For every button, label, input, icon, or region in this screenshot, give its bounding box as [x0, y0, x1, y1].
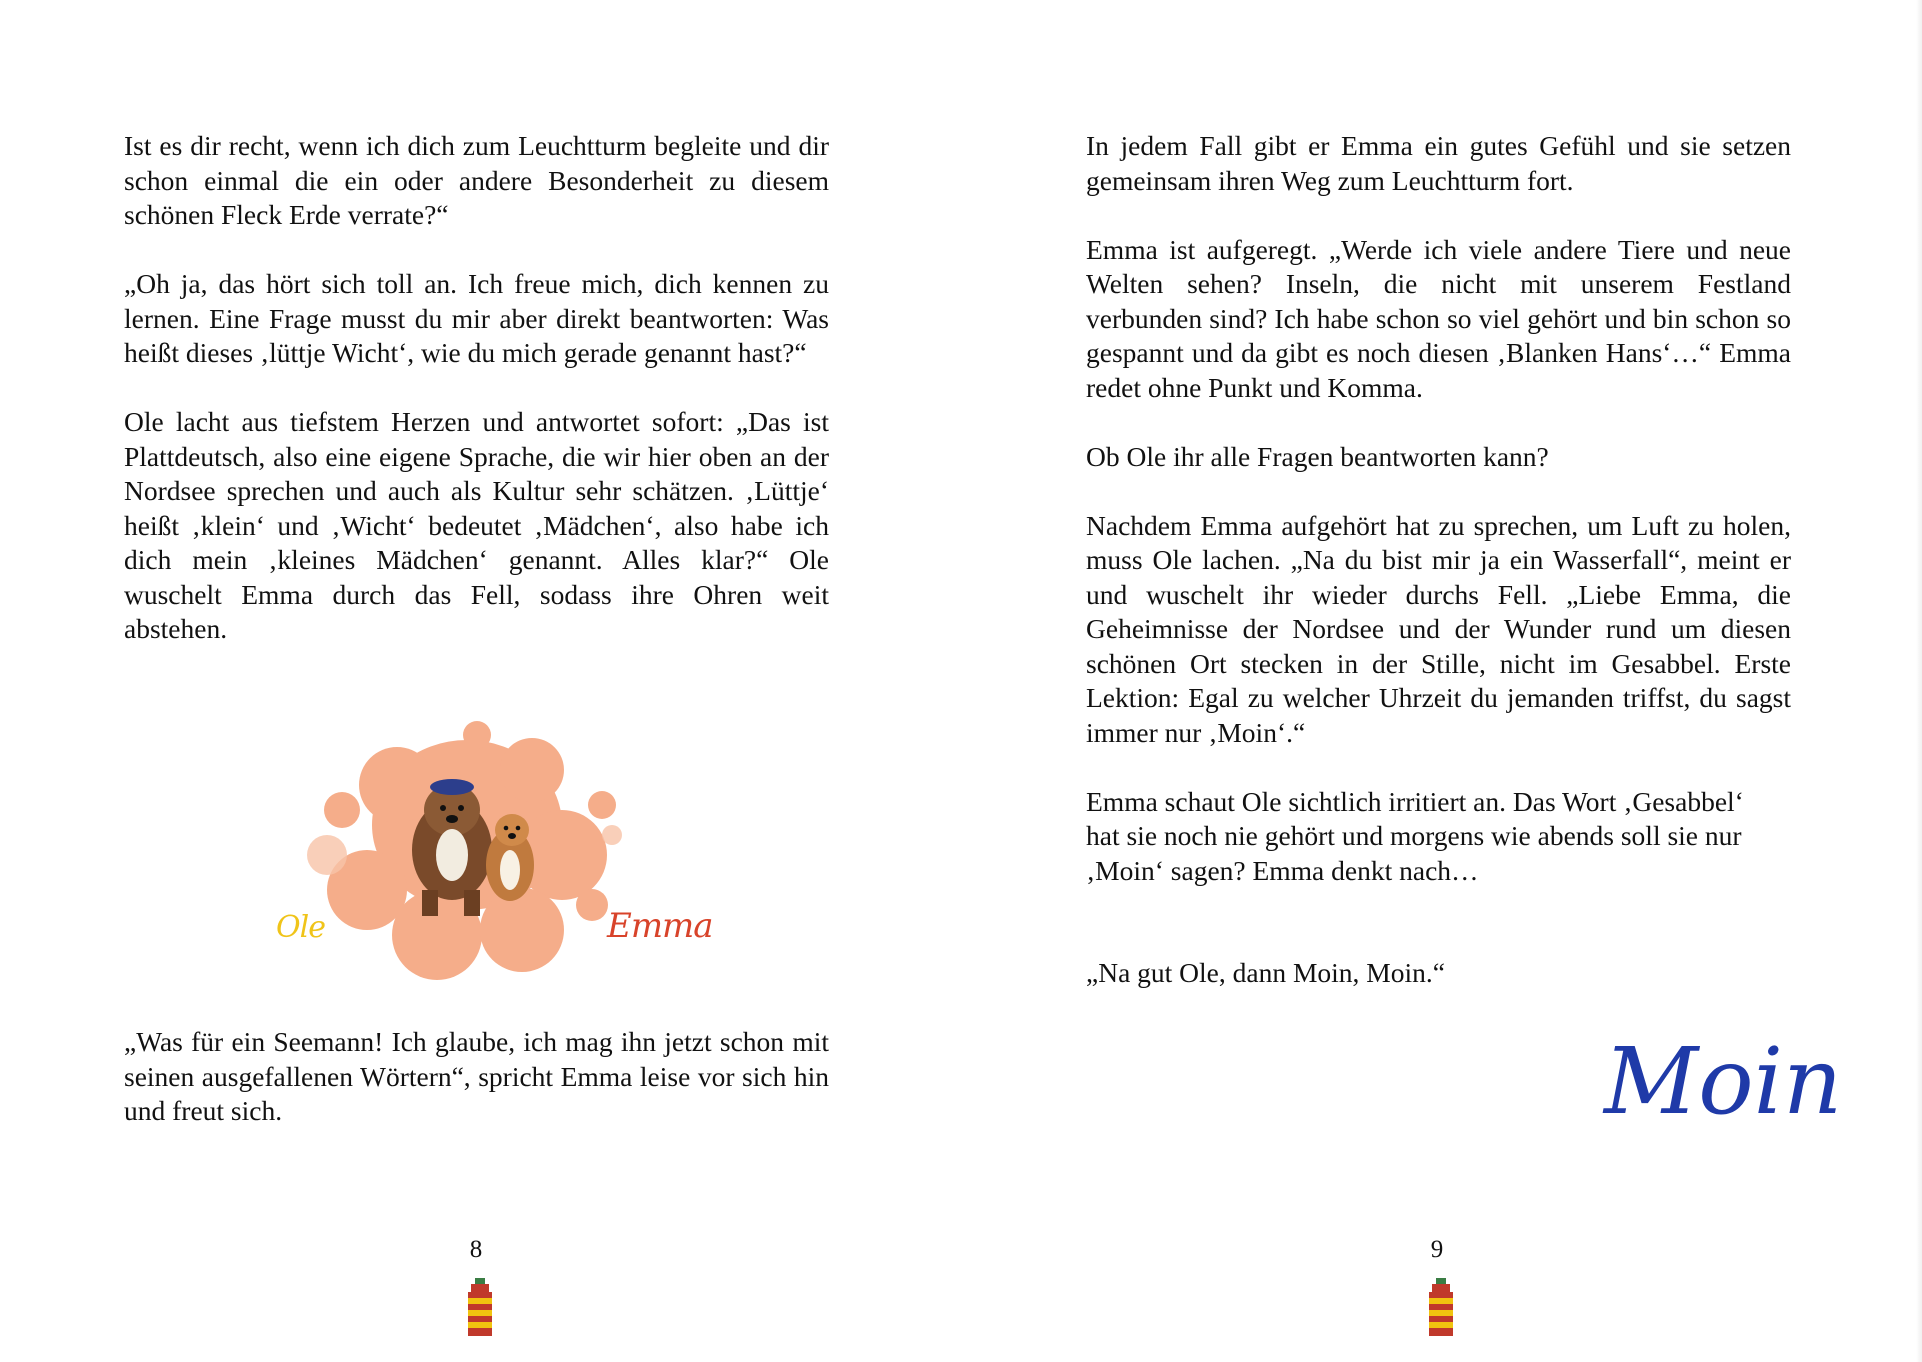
paragraph: Emma schaut Ole sichtlich irritiert an. Das Wort ‚Gesabbel‘ hat sie noch nie gehört und morgens wie abends soll sie nur ‚Moin‘ sagen? Emma denkt nach… [1086, 785, 1744, 886]
paragraph: In jedem Fall gibt er Emma ein gutes Gefühl und sie setzen gemeinsam ihren Weg zum Leuchtturm fort. [1086, 130, 1791, 196]
ole-name-label: Ole [276, 910, 325, 945]
paragraph: Ole lacht aus tiefstem Herzen und antwortet sofort: „Das ist Plattdeutsch, also eine eigene Sprache, die wir hier oben an der Nordsee sprechen und auch als Kultur sehr schätzen. ‚Lüttje‘ heißt ‚klein‘ und ‚Wicht‘ bedeutet ‚Mädchen‘, also habe ich dich mein ‚kleines Mädchen‘ genannt. Alles klar?“ Ole wuschelt Emma durch das Fell, sodass ihre Ohren weit abstehen. [124, 406, 829, 644]
left-page-text-top [124, 129, 829, 647]
lighthouse-icon [1424, 1278, 1458, 1336]
right-page-text [1086, 129, 1791, 991]
paragraph: Emma ist aufgeregt. „Werde ich viele andere Tiere und neue Welten sehen? Inseln, die nicht mit unserem Festland verbunden sind? Ich habe schon so viel gehört und bin schon so gespannt und da gibt es noch diesen ‚Blanken Hans‘…“ Emma redet ohne Punkt und Komma. [1086, 233, 1791, 403]
paragraph: „Oh ja, das hört sich toll an. Ich freue mich, dich kennen zu lernen. Eine Frage musst du mir aber direkt beantworten: Was heißt dieses ‚lüttje Wicht‘, wie du mich gerade genannt hast?“ [124, 268, 829, 368]
moin-lettering [1600, 1025, 1843, 1140]
page-number: 9 [1430, 1236, 1444, 1263]
paragraph: Nachdem Emma aufgehört hat zu sprechen, um Luft zu holen, muss Ole lachen. „Na du bist mir ja ein Wasserfall“, meint er und wuschelt ihr wieder durchs Fell. „Liebe Emma, die Geheimnisse der Nordsee und der Wunder rund um diesen schönen Ort stecken in der Stille, nicht im Gesabbel. Erste Lektion: Egal zu welcher Uhrzeit du jemanden triffst, du sagst immer nur ‚Moin‘.“ [1086, 509, 1791, 748]
page-number: 8 [469, 1236, 483, 1263]
paragraph: Ob Ole ihr alle Fragen beantworten kann? [1086, 440, 1549, 472]
right-page [961, 0, 1922, 1362]
left-page-text-bottom [124, 1025, 829, 1129]
paragraph: „Was für ein Seemann! Ich glaube, ich mag ihn jetzt schon mit seinen ausgefallenen Wörtern“, spricht Emma leise vor sich hin und freut sich. [124, 1026, 829, 1126]
paragraph: Ist es dir recht, wenn ich dich zum Leuchtturm begleite und dir schon einmal die ein oder andere Besonderheit zu diesem schönen Fleck Erde verrate?“ [124, 130, 829, 230]
moin-lettering-text: Moin [1604, 1028, 1843, 1135]
emma-name-label: Emma [607, 906, 713, 946]
paragraph: „Na gut Ole, dann Moin, Moin.“ [1086, 957, 1445, 988]
lighthouse-icon [463, 1278, 497, 1336]
